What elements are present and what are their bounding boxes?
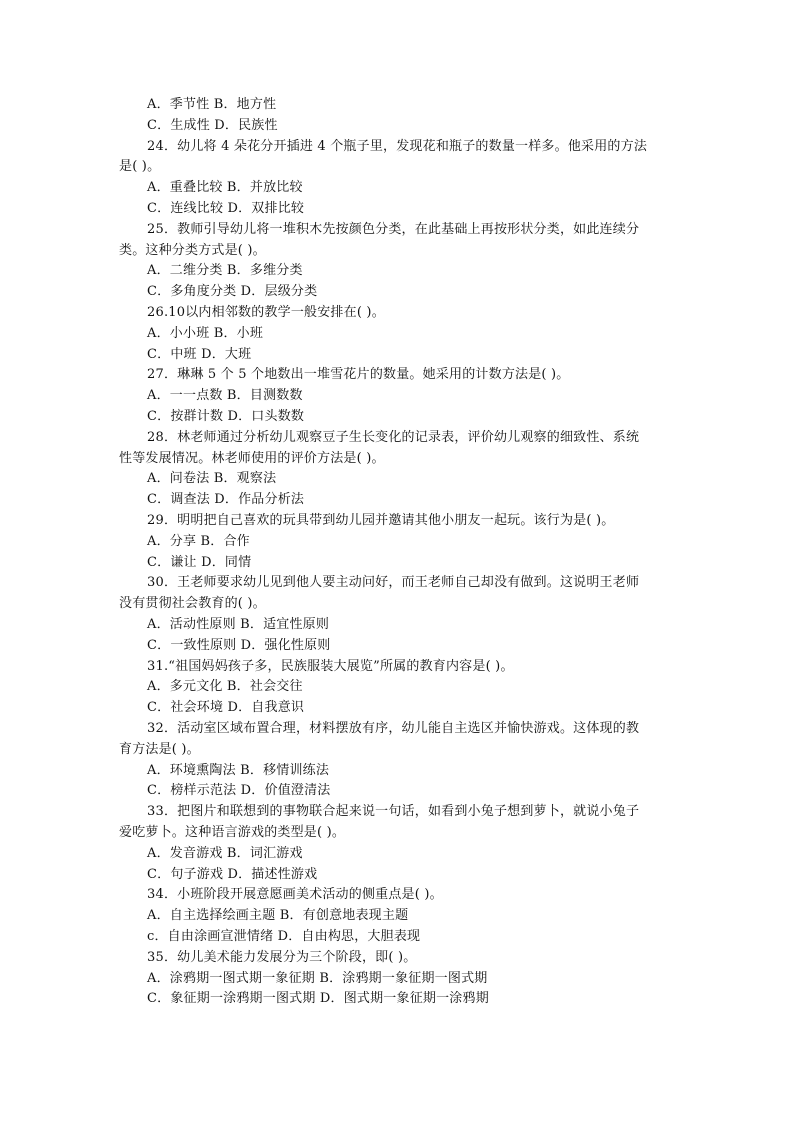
- text-line: C．调查法 D．作品分析法: [147, 492, 305, 508]
- text-line: 33．把图片和联想到的事物联合起来说一句话，如看到小兔子想到萝卜，就说小兔子: [147, 804, 640, 820]
- text-line: C．榜样示范法 D．价值澄清法: [147, 783, 331, 799]
- text-line: 31.“祖国妈妈孩子多，民族服装大展览”所属的教育内容是( )。: [147, 658, 514, 674]
- text-line: A．重叠比较 B．并放比较: [147, 180, 303, 196]
- text-line: A．涂鸦期一图式期一象征期 B．涂鸦期一象征期一图式期: [147, 970, 488, 986]
- text-line: 育方法是( )。: [119, 741, 200, 757]
- text-line: 是( )。: [119, 159, 161, 175]
- text-line: 29．明明把自己喜欢的玩具带到幼儿园并邀请其他小朋友一起玩。该行为是( )。: [147, 513, 615, 528]
- text-line: 没有贯彻社会教育的( )。: [119, 596, 266, 612]
- text-line: A．二维分类 B．多维分类: [147, 263, 303, 279]
- text-line: 性等发展情况。林老师使用的评价方法是( )。: [119, 450, 385, 466]
- text-line: C．按群计数 D．口头数数: [147, 409, 305, 424]
- text-line: 类。这种分类方式是( )。: [119, 242, 266, 258]
- text-line: C．多角度分类 D．层级分类: [147, 284, 318, 300]
- text-line: A．多元文化 B．社会交往: [147, 679, 303, 695]
- text-line: C．社会环境 D．自我意识: [147, 700, 305, 716]
- text-line: 25．教师引导幼儿将一堆积木先按颜色分类，在此基础上再按形状分类，如此连续分: [147, 221, 640, 237]
- text-line: c．自由涂画宣泄情绪 D．自由构思，大胆表现: [147, 929, 421, 944]
- text-line: 28．林老师通过分析幼儿观察豆子生长变化的记录表，评价幼儿观察的细致性、系统: [147, 429, 640, 445]
- text-line: A．季节性 B．地方性: [147, 97, 277, 112]
- text-line: 32．活动室区域布置合理，材料摆放有序，幼儿能自主选区并愉快游戏。这体现的教: [147, 721, 640, 736]
- text-line: C．一致性原则 D．强化性原则: [147, 637, 331, 653]
- text-line: C．生成性 D．民族性: [147, 117, 278, 133]
- text-line: A．环境熏陶法 B．移情训练法: [147, 762, 330, 778]
- text-line: A．问卷法 B．观察法: [147, 471, 277, 487]
- text-line: A．自主选择绘画主题 B．有创意地表现主题: [147, 908, 409, 924]
- text-line: 26.10以内相邻数的教学一般安排在( )。: [147, 305, 385, 320]
- text-line: C．句子游戏 D．描述性游戏: [147, 866, 318, 882]
- text-line: 30．王老师要求幼儿见到他人要主动问好，而王老师自己却没有做到。这说明王老师: [147, 575, 640, 591]
- text-line: 27．琳琳 5 个 5 个地数出一堆雪花片的数量。她采用的计数方法是( )。: [147, 367, 570, 383]
- text-line: C．连线比较 D．双排比较: [147, 201, 305, 216]
- text-line: C．谦让 D．同情: [147, 554, 252, 570]
- text-line: 35．幼儿美术能力发展分为三个阶段，即( )。: [147, 949, 417, 965]
- text-line: 34．小班阶段开展意愿画美术活动的侧重点是( )。: [147, 887, 443, 903]
- text-line: C．中班 D．大班: [147, 346, 252, 362]
- text-line: A．分享 B．合作: [147, 533, 250, 549]
- text-line: A．一一点数 B．目测数数: [147, 388, 303, 404]
- text-line: A．小小班 B．小班: [147, 325, 264, 341]
- text-line: C．象征期一涂鸦期一图式期 D．图式期一象征期一涂鸦期: [147, 991, 489, 1007]
- text-line: 爱吃萝卜。这种语言游戏的类型是( )。: [119, 825, 346, 840]
- text-line: 24．幼儿将 4 朵花分开插进 4 个瓶子里，发现花和瓶子的数量一样多。他采用的方法: [147, 138, 648, 154]
- text-line: A．发音游戏 B．词汇游戏: [147, 845, 303, 861]
- text-line: A．活动性原则 B．适宜性原则: [147, 617, 330, 632]
